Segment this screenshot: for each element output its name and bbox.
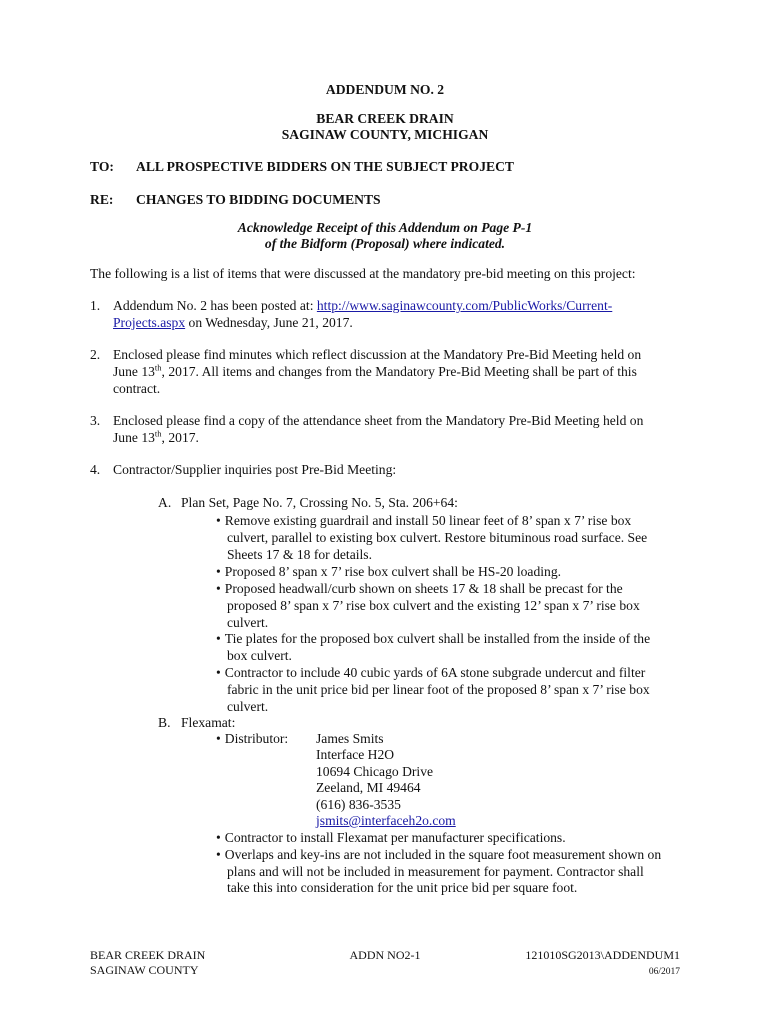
- item-4-text: Contractor/Supplier inquiries post Pre-Bid Meeting:: [113, 462, 397, 477]
- footer-file-ref: 121010SG2013\ADDENDUM1: [525, 948, 680, 962]
- item-3-line-1: Enclosed please find a copy of the attendance sheet from the Mandatory Pre-Bid Meeting held on: [113, 413, 644, 428]
- footer-page-id: ADDN NO2-1: [349, 948, 421, 962]
- section-b-bullet-2: • Contractor to install Flexamat per manufacturer specifications.: [216, 829, 566, 846]
- re-label: RE:: [90, 192, 114, 207]
- footer-project: BEAR CREEK DRAIN: [90, 948, 206, 962]
- section-a-bullet-3-line-1: • Proposed headwall/curb shown on sheets 17 & 18 shall be precast for the: [216, 580, 623, 597]
- section-b-bullet-3-line-2: plans and will not be included in measurement for payment. Contractor shall: [227, 864, 644, 879]
- section-b-label: B.: [158, 715, 171, 730]
- section-b-bullet-3-line-3: take this into consideration for the unit price bid per square foot.: [227, 880, 578, 895]
- item-1-line-2: Projects.aspx on Wednesday, June 21, 2017.: [113, 315, 353, 330]
- acknowledge-line-1: Acknowledge Receipt of this Addendum on Page P-1: [237, 220, 533, 235]
- re-text: CHANGES TO BIDDING DOCUMENTS: [136, 192, 381, 207]
- section-a-bullet-3-line-2: proposed 8’ span x 7’ rise box culvert and the existing 12’ span x 7’ rise box: [227, 598, 640, 613]
- section-a-bullet-4-line-1: • Tie plates for the proposed box culvert shall be installed from the inside of the: [216, 630, 650, 647]
- intro-paragraph: The following is a list of items that were discussed at the mandatory pre-bid meeting on this project:: [90, 266, 636, 281]
- section-a-bullet-5-line-2: fabric in the unit price bid per linear foot of the proposed 8’ span x 7’ rise box: [227, 682, 650, 697]
- section-a-bullet-1-line-1: • Remove existing guardrail and install 50 linear feet of 8’ span x 7’ rise box: [216, 512, 631, 529]
- section-a-bullet-2: • Proposed 8’ span x 7’ rise box culvert shall be HS-20 loading.: [216, 563, 561, 580]
- project-name: BEAR CREEK DRAIN: [316, 111, 454, 126]
- contact-street: 10694 Chicago Drive: [316, 764, 434, 779]
- to-text: ALL PROSPECTIVE BIDDERS ON THE SUBJECT PROJECT: [136, 159, 514, 174]
- item-4-number: 4.: [90, 462, 101, 477]
- project-county: SAGINAW COUNTY, MICHIGAN: [281, 127, 489, 142]
- item-3-number: 3.: [90, 413, 101, 428]
- document-title: ADDENDUM NO. 2: [325, 82, 445, 97]
- item-3-line-2: June 13th, 2017.: [113, 428, 199, 445]
- item-2-line-3: contract.: [113, 381, 161, 396]
- posting-link-continued[interactable]: Projects.aspx: [113, 315, 186, 330]
- contact-phone: (616) 836-3535: [316, 797, 401, 812]
- contact-city: Zeeland, MI 49464: [316, 780, 421, 795]
- contact-name: James Smits: [316, 731, 384, 746]
- footer-date: 06/2017: [648, 967, 680, 977]
- posting-link[interactable]: http://www.saginawcounty.com/PublicWorks/Current-: [316, 298, 613, 313]
- to-label: TO:: [90, 159, 114, 174]
- section-a-bullet-3-line-3: culvert.: [227, 615, 269, 630]
- footer-county: SAGINAW COUNTY: [90, 963, 199, 977]
- acknowledge-line-2: of the Bidform (Proposal) where indicated.: [264, 236, 506, 251]
- item-1-line-1: Addendum No. 2 has been posted at: http://www.saginawcounty.com/PublicWorks/Current-: [113, 298, 613, 313]
- item-1-number: 1.: [90, 298, 101, 313]
- section-a-title: Plan Set, Page No. 7, Crossing No. 5, Sta. 206+64:: [181, 495, 458, 510]
- contact-email-row: [316, 812, 456, 829]
- section-a-label: A.: [158, 495, 172, 510]
- section-a-bullet-1-line-3: Sheets 17 & 18 for details.: [227, 547, 372, 562]
- item-2-line-2: June 13th, 2017. All items and changes from the Mandatory Pre-Bid Meeting shall be part of this: [113, 362, 637, 379]
- section-a-bullet-4-line-2: box culvert.: [227, 648, 292, 663]
- contact-email-link[interactable]: jsmits@interfaceh2o.com: [316, 813, 456, 828]
- section-a-bullet-5-line-1: • Contractor to include 40 cubic yards of 6A stone subgrade undercut and filter: [216, 664, 645, 681]
- section-b-title: Flexamat:: [181, 715, 236, 730]
- contact-company: Interface H2O: [316, 747, 395, 762]
- section-b-bullet-3-line-1: • Overlaps and key-ins are not included in the square foot measurement shown on: [216, 846, 661, 863]
- distributor-label: • Distributor:: [216, 730, 288, 747]
- section-a-bullet-1-line-2: culvert, parallel to existing box culvert. Restore bituminous road surface. See: [227, 530, 648, 545]
- item-2-line-1: Enclosed please find minutes which reflect discussion at the Mandatory Pre-Bid Meeting held on: [113, 347, 642, 362]
- item-2-number: 2.: [90, 347, 101, 362]
- section-a-bullet-5-line-3: culvert.: [227, 699, 269, 714]
